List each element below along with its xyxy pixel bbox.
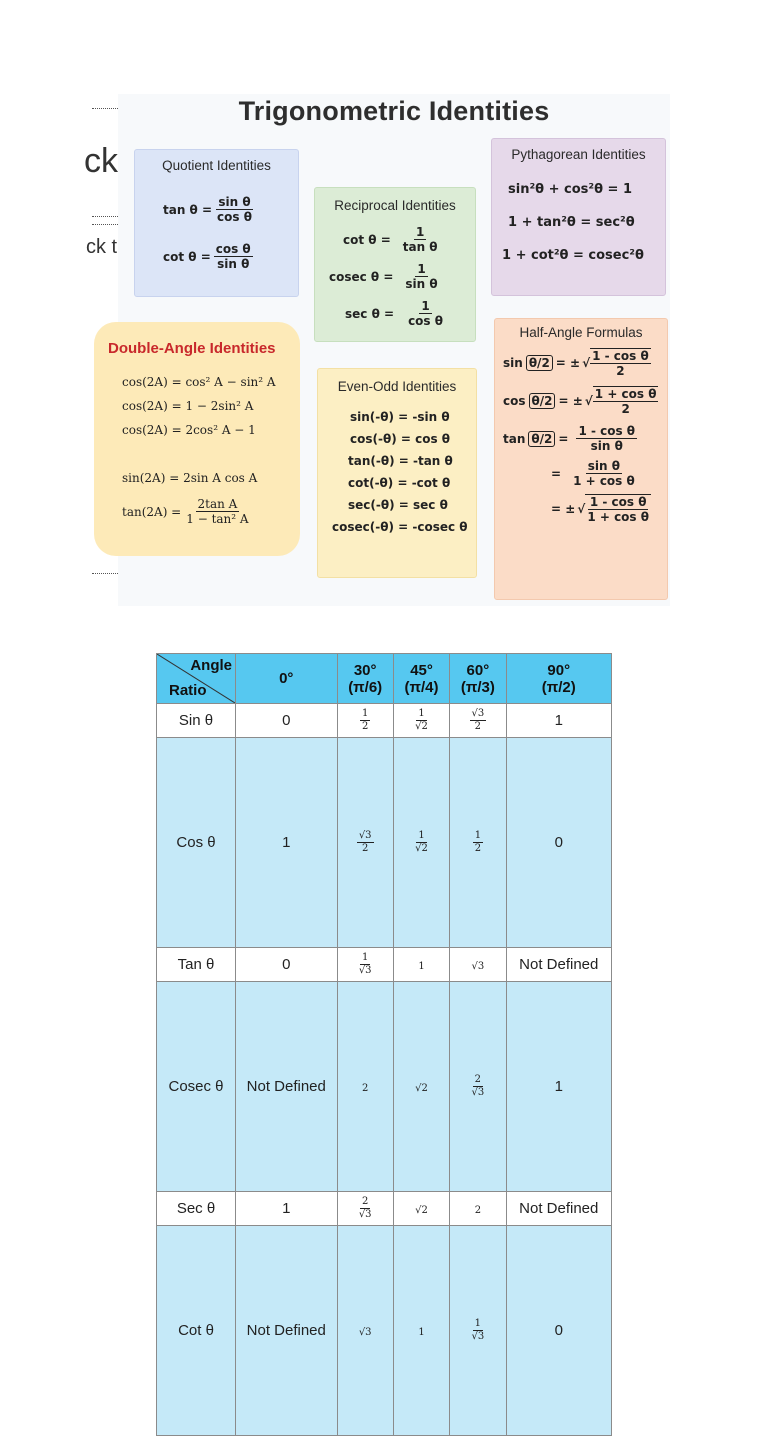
value-cell: $\frac{2}{√3}$ (450, 982, 506, 1192)
value-cell: 0 (506, 1226, 611, 1436)
ratio-cell: Cos θ (157, 738, 236, 948)
dotted-rule (92, 108, 120, 109)
card-title: Double-Angle Identities (108, 340, 276, 357)
trig-identities-poster (108, 94, 670, 606)
value-cell: √3 (337, 1226, 393, 1436)
angle-label: Angle (190, 657, 232, 674)
formula: cos θ/2 = ± √ $\frac{\text{1 + cos θ}}{2}$ (503, 387, 657, 416)
formula: cos(2A) = 2cos² A − 1 (122, 423, 256, 437)
half-angle-formulas-card (494, 318, 668, 600)
ratio-cell: Cot θ (157, 1226, 236, 1436)
formula: tan θ/2 = $\frac{\text{1 - cos θ}}{\text{sin θ}}$ (503, 424, 636, 453)
table-row (157, 1192, 612, 1226)
value-cell: $\frac{1}{√2}$ (393, 738, 449, 948)
ratio-cell: Sec θ (157, 1192, 236, 1226)
value-cell: 0 (236, 704, 338, 738)
table-header-row (157, 654, 612, 704)
table-row (157, 704, 612, 738)
header-30-deg: 30° (π/6) (337, 654, 393, 704)
value-cell: $\frac{1}{2}$ (450, 738, 506, 948)
value-cell: $\frac{1}{2}$ (337, 704, 393, 738)
formula: cot θ = $\frac{\text{cos θ}}{\text{sin θ}}$ (163, 242, 251, 271)
formula: sec(-θ) = sec θ (348, 498, 448, 512)
formula: sec θ = $\frac{1}{\text{cos θ}}$ (345, 299, 443, 328)
value-cell: Not Defined (506, 948, 611, 982)
dotted-rule (92, 224, 120, 225)
pythagorean-identities-card (491, 138, 666, 296)
ratio-cell: Tan θ (157, 948, 236, 982)
formula: cot(-θ) = -cot θ (348, 476, 451, 490)
formula: sin(2A) = 2sin A cos A (122, 471, 258, 485)
even-odd-identities-card (317, 368, 477, 578)
value-cell: 1 (393, 948, 449, 982)
formula: cot θ = $\frac{1}{\text{tan θ}}$ (343, 225, 438, 254)
card-title: Half-Angle Formulas (519, 325, 643, 340)
ratio-cell: Sin θ (157, 704, 236, 738)
value-cell: 0 (236, 948, 338, 982)
formula: sin(-θ) = -sin θ (350, 410, 450, 424)
cutoff-text-fragment: ck (84, 142, 118, 180)
formula: tan(2A) = $\frac{\text{2tan A}}{\text{1 − tan² A}}$ (122, 497, 249, 526)
card-title: Pythagorean Identities (511, 147, 646, 162)
ratio-label: Ratio (169, 682, 207, 699)
formula: cos(2A) = 1 − 2sin² A (122, 399, 254, 413)
header-0-deg: 0° (236, 654, 338, 704)
value-cell: $\frac{1}{√2}$ (393, 704, 449, 738)
formula: cosec θ = $\frac{1}{\text{sin θ}}$ (329, 262, 438, 291)
formula: sin²θ + cos²θ = 1 (508, 182, 633, 197)
dotted-rule (92, 573, 120, 574)
card-title: Reciprocal Identities (334, 198, 456, 213)
value-cell: 1 (236, 1192, 338, 1226)
reciprocal-identities-card (314, 187, 476, 342)
formula: 1 + cot²θ = cosec²θ (502, 248, 644, 263)
formula: cos(-θ) = cos θ (350, 432, 451, 446)
value-cell: Not Defined (236, 1226, 338, 1436)
table-row (157, 738, 612, 948)
formula: cosec(-θ) = -cosec θ (332, 520, 468, 534)
header-60-deg: 60° (π/3) (450, 654, 506, 704)
value-cell: Not Defined (506, 1192, 611, 1226)
quotient-identities-card (134, 149, 299, 297)
corner-header-cell (157, 654, 236, 704)
value-cell: √2 (393, 982, 449, 1192)
card-title: Even-Odd Identities (337, 379, 457, 394)
table-row (157, 982, 612, 1192)
double-angle-identities-card (94, 322, 300, 556)
formula: 1 + tan²θ = sec²θ (508, 215, 635, 230)
ratio-cell: Cosec θ (157, 982, 236, 1192)
value-cell: $\frac{1}{√3}$ (450, 1226, 506, 1436)
table-row (157, 1226, 612, 1436)
formula: sin θ/2 = ± √ $\frac{\text{1 - cos θ}}{2}$ (503, 349, 649, 378)
value-cell: $\frac{√3}{2}$ (337, 738, 393, 948)
header-45-deg: 45° (π/4) (393, 654, 449, 704)
value-cell: 1 (393, 1226, 449, 1436)
formula: = ± √ $\frac{\text{1 - cos θ}}{\text{1 + cos θ}}$ (551, 495, 649, 524)
value-cell: 0 (506, 738, 611, 948)
header-90-deg: 90° (π/2) (506, 654, 611, 704)
dotted-rule (92, 216, 120, 217)
trig-values-table (156, 653, 612, 1436)
poster-title: Trigonometric Identities (238, 96, 550, 126)
formula: tan θ = $\frac{\text{sin θ}}{\text{cos θ}}$ (163, 195, 252, 224)
value-cell: Not Defined (236, 982, 338, 1192)
value-cell: $\frac{1}{√3}$ (337, 948, 393, 982)
value-cell: 1 (506, 704, 611, 738)
formula: = $\frac{\text{sin θ}}{\text{1 + cos θ}}$ (551, 459, 635, 488)
value-cell: √2 (393, 1192, 449, 1226)
value-cell: $\frac{√3}{2}$ (450, 704, 506, 738)
formula: cos(2A) = cos² A − sin² A (122, 375, 276, 389)
table-row (157, 948, 612, 982)
card-title: Quotient Identities (162, 158, 271, 173)
cutoff-text-fragment: ck t (86, 236, 118, 258)
value-cell: 1 (506, 982, 611, 1192)
value-cell: 2 (450, 1192, 506, 1226)
value-cell: $\frac{2}{√3}$ (337, 1192, 393, 1226)
value-cell: 1 (236, 738, 338, 948)
formula: tan(-θ) = -tan θ (348, 454, 453, 468)
value-cell: 2 (337, 982, 393, 1192)
value-cell: √3 (450, 948, 506, 982)
